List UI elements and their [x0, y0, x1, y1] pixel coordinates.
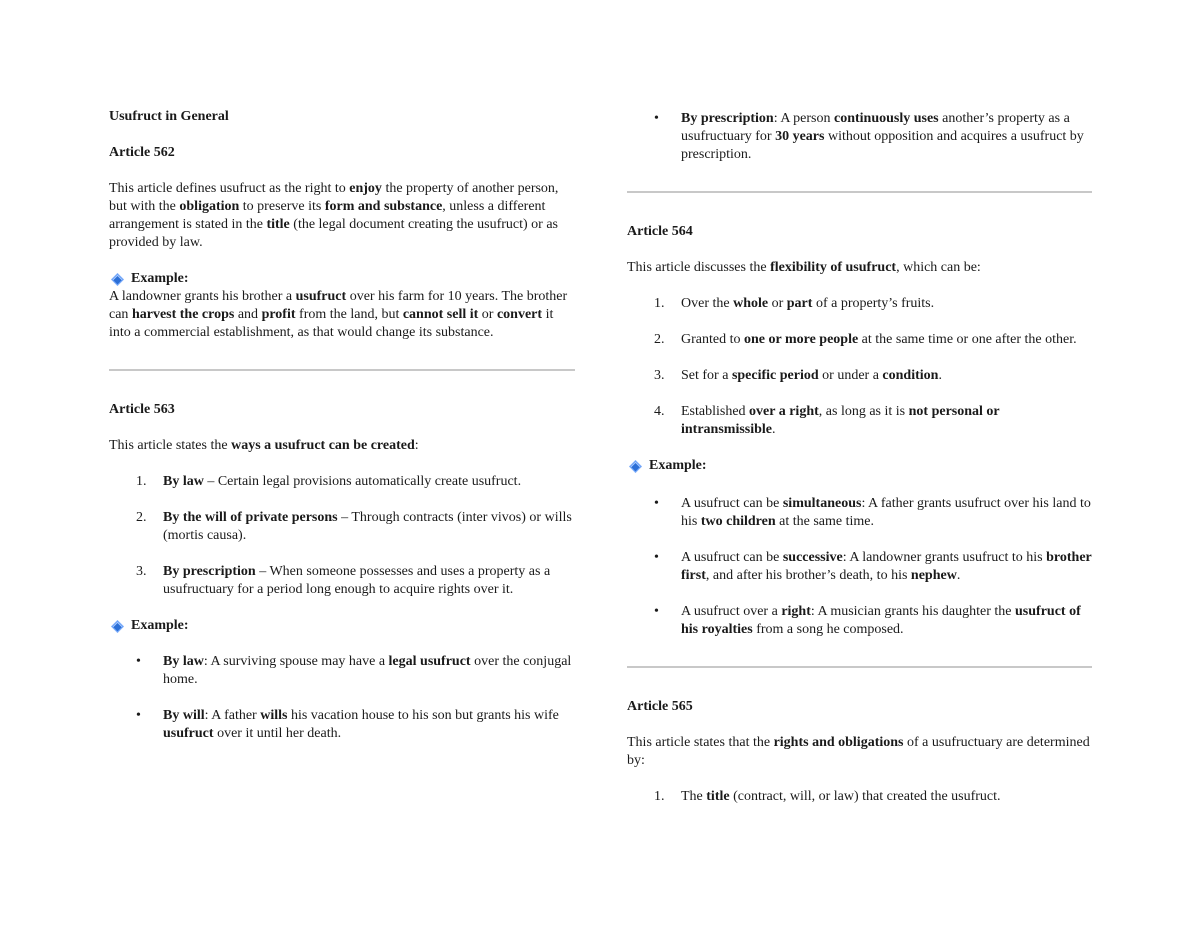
article-563-heading: Article 563: [109, 402, 175, 417]
article-564-intro: This article discusses the flexibility of usufruct, which can be:: [627, 260, 981, 275]
list-item: 2. By the will of private persons – Through contracts (inter vivos) or wills (mortis causa).: [136, 510, 572, 543]
list-item: • By law: A surviving spouse may have a legal usufruct over the conjugal home.: [136, 654, 572, 687]
article-565-list: [627, 788, 1092, 806]
list-item: 2. Granted to one or more people at the same time or one after the other.: [654, 332, 1077, 347]
section-title: Usufruct in General: [109, 109, 229, 124]
example-564-label: Example:: [627, 457, 1092, 475]
article-562-text: This article defines usufruct as the right to enjoy the property of another person, but with the obligation to preserve its form and substance, unless a different arrangement is stated in the title (the legal document creating the usufruct) or as provided by law.: [109, 181, 559, 250]
divider: [627, 191, 1092, 193]
article-564-list: [627, 295, 1092, 439]
article-563-intro: This article states the ways a usufruct can be created:: [109, 438, 419, 453]
article-564-heading: Article 564: [627, 224, 693, 239]
diamond-bullet-icon: [111, 273, 124, 286]
divider: [627, 666, 1092, 668]
article-562-heading: Article 562: [109, 145, 175, 160]
diamond-bullet-icon: [629, 460, 642, 473]
article-565-intro: This article states that the rights and obligations of a usufructuary are determined by:: [627, 735, 1090, 768]
article-563-list: [109, 473, 575, 599]
example-563-list: [109, 653, 575, 743]
list-item: 1. Over the whole or part of a property’s fruits.: [654, 296, 935, 311]
list-item: 4. Established over a right, as long as it is not personal or intransmissible.: [654, 404, 1000, 437]
list-item: 1. The title (contract, will, or law) that created the usufruct.: [654, 789, 1001, 804]
diamond-bullet-icon: [111, 620, 124, 633]
example-562-text: A landowner grants his brother a usufruct over his farm for 10 years. The brother can harvest the crops and profit from the land, but cannot sell it or convert it into a commercial establishment, as that would change its substance.: [109, 289, 568, 340]
list-item: • A usufruct can be simultaneous: A father grants usufruct over his land to his two children at the same time.: [654, 496, 1091, 529]
divider: [109, 369, 575, 371]
list-item: • A usufruct can be successive: A landowner grants usufruct to his brother first, and after his brother’s death, to his nephew.: [654, 550, 1092, 583]
article-565-heading: Article 565: [627, 699, 693, 714]
list-item: 3. Set for a specific period or under a condition.: [654, 368, 942, 383]
list-item: 3. By prescription – When someone possesses and uses a property as a usufructuary for a period long enough to acquire rights over it.: [136, 564, 551, 597]
list-item: • By prescription: A person continuously uses another’s property as a usufructuary for 30 years without opposition and acquires a usufruct by prescription.: [654, 111, 1084, 162]
list-item: • By will: A father wills his vacation house to his son but grants his wife usufruct over it until her death.: [136, 708, 559, 741]
list-item: • A usufruct over a right: A musician grants his daughter the usufruct of his royalties from a song he composed.: [654, 604, 1081, 637]
example-562-label: Example:: [109, 270, 575, 288]
prescription-list: [627, 110, 1092, 164]
list-item: 1. By law – Certain legal provisions automatically create usufruct.: [136, 474, 522, 489]
example-563-label: Example:: [109, 617, 575, 635]
right-column: [627, 110, 1092, 824]
example-564-list: [627, 495, 1092, 639]
left-column: [109, 108, 575, 761]
